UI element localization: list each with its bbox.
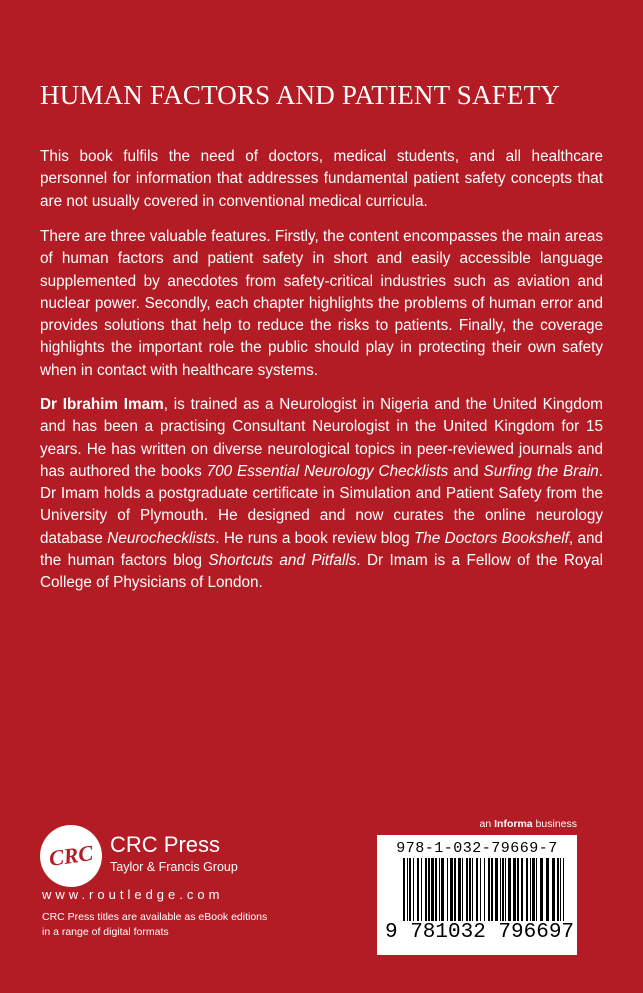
database-name: Neurochecklists bbox=[107, 529, 216, 547]
ean-text: 9 781032 796697 bbox=[385, 921, 575, 944]
ebook-note-line: CRC Press titles are available as eBook editions bbox=[42, 911, 268, 923]
publisher-group: Taylor & Francis Group bbox=[110, 860, 238, 874]
book-title: HUMAN FACTORS AND PATIENT SAFETY bbox=[40, 80, 560, 110]
author-name: Dr Ibrahim Imam bbox=[40, 396, 164, 413]
bio-text: . Dr Imam is a Fellow of the Royal College of Physicians of London. bbox=[40, 552, 603, 592]
bio-text: and bbox=[448, 462, 484, 480]
bio-text: . He runs a book review blog bbox=[215, 529, 414, 547]
blog-name-2: Shortcuts and Pitfalls bbox=[208, 552, 357, 570]
author-bio bbox=[40, 394, 603, 595]
book-title-1: 700 Essential Neurology Checklists bbox=[206, 462, 449, 480]
ean-number bbox=[385, 921, 574, 944]
book-title-2: Surfing the Brain bbox=[483, 462, 599, 480]
bio-text: , and the human factors blog bbox=[40, 529, 603, 570]
tagline-text: business bbox=[532, 818, 577, 830]
informa-tagline bbox=[480, 818, 577, 830]
tagline-brand: Informa bbox=[494, 818, 533, 830]
description-paragraph-2: There are three valuable features. Firstly, the content encompasses the main areas of human factors and patient safety in short and easily accessible language supplemented by anecdotes from safety-critical industries such as aviation and nuclear power. Secondly, each chapter highlights the problems of human error and provides solutions that help to reduce the risks to patients. Finally, the coverage highlights the important role the public should play in protecting their own safety when in contact with healthcare systems. bbox=[40, 228, 603, 379]
tagline-text: an bbox=[479, 818, 495, 830]
ebook-note bbox=[42, 910, 267, 940]
ebook-note-line: in a range of digital formats bbox=[42, 926, 169, 938]
bio-text: , is trained as a Neurologist in Nigeria and the United Kingdom and has been a practising Consultant Neurologist in the United Kingdom for 15 years. He has written on diverse neurological topics in peer-reviewed journals and has authored the books bbox=[40, 396, 603, 480]
publisher-website[interactable]: www.routledge.com bbox=[42, 887, 224, 902]
isbn-text: 978-1-032-79669-7 bbox=[396, 840, 558, 857]
crc-logo: CRC bbox=[36, 821, 106, 891]
blog-name-1: The Doctors Bookshelf bbox=[413, 529, 569, 547]
isbn-barcode bbox=[377, 835, 577, 955]
publisher-name: CRC Press bbox=[110, 832, 221, 857]
description-paragraph-1: This book fulfils the need of doctors, medical students, and all healthcare personnel for information that addresses fundamental patient safety concepts that are not usually covered in conventional medical curricula. bbox=[40, 148, 603, 210]
bio-text: . Dr Imam holds a postgraduate certificate in Simulation and Patient Safety from the University of Plymouth. He designed and now curates the online neurology database bbox=[40, 462, 603, 547]
